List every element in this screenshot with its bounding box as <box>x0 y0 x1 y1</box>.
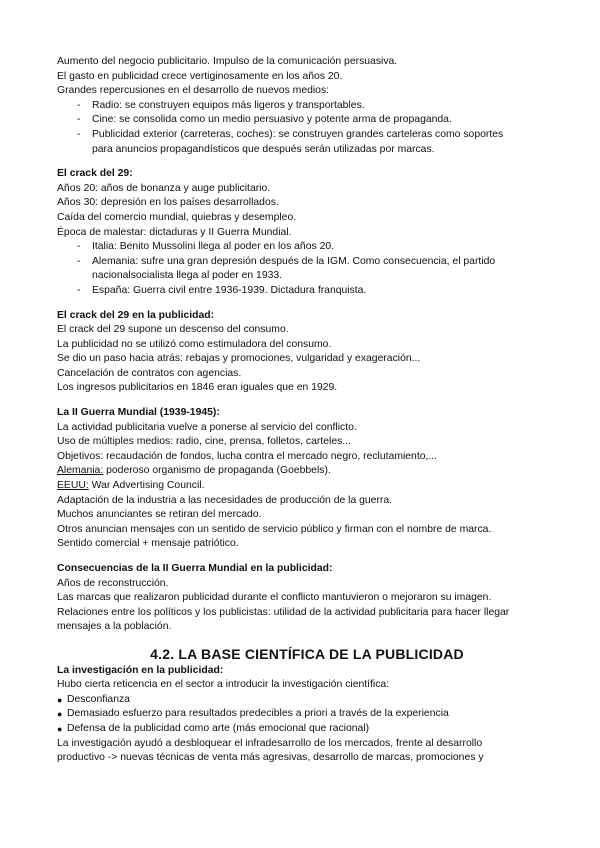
list-item <box>57 128 557 157</box>
paragraph-line <box>57 464 557 479</box>
list-item-text: Cine: se consolida como un medio persuasivo y potente arma de propaganda. <box>92 114 452 126</box>
list-item <box>57 284 557 299</box>
intro-line: Aumento del negocio publicitario. Impulso de la comunicación persuasiva. <box>57 56 398 67</box>
intro-line: Grandes repercusiones en el desarrollo de nuevos medios: <box>57 85 330 97</box>
paragraph-line: Años de reconstrucción. <box>57 577 169 589</box>
paragraph-line: Cancelación de contratos con agencias. <box>57 367 242 379</box>
list-item <box>57 113 557 128</box>
paragraph-line: Hubo cierta reticencia en el sector a introducir la investigación científica: <box>57 679 390 691</box>
paragraph-text: poderoso organismo de propaganda (Goebbels). <box>103 465 331 477</box>
section-heading: Consecuencias de la II Guerra Mundial en la publicidad: <box>57 563 333 574</box>
list-item <box>57 240 557 255</box>
list-item-text: - Publicidad exterior (carreteras, coches): se construyen grandes carteleras como soportes <box>92 128 504 140</box>
ww2-section <box>57 406 557 552</box>
paragraph-line <box>57 479 557 494</box>
paragraph-line: Uso de múltiples medios: radio, cine, prensa, folletos, carteles... <box>57 436 351 448</box>
paragraph-line: Se dio un paso hacia atrás: rebajas y promociones, vulgaridad y exageración... <box>57 353 421 365</box>
investigacion-section <box>57 664 557 766</box>
consecuencias-section <box>57 562 557 635</box>
list-item-continuation: para anuncios propagandísticos que después serán utilizadas por marcas. <box>92 143 435 155</box>
bullet-item: ● Demasiado esfuerzo para resultados predecibles a priori a través de la experiencia <box>57 707 557 722</box>
paragraph-line: Adaptación de la industria a las necesidades de producción de la guerra. <box>57 494 393 506</box>
list-item-text: España: Guerra civil entre 1936-1939. Dictadura franquista. <box>92 284 367 296</box>
list-item-continuation: nacionalsocialista llega al poder en 1933. <box>92 270 283 282</box>
list-item <box>57 255 557 284</box>
paragraph-line: Relaciones entre los políticos y los publicistas: utilidad de la actividad publicitaria para hacer llegar <box>57 606 510 618</box>
bullet-item: ● Desconfianza <box>57 693 557 708</box>
paragraph-line: Los ingresos publicitarios en 1846 eran iguales que en 1929. <box>57 382 338 394</box>
section-heading: La II Guerra Mundial (1939-1945): <box>57 407 220 419</box>
list-item-text: - Alemania: sufre una gran depresión después de la IGM. Como consecuencia, el partido <box>92 255 496 267</box>
underlined-label: Alemania: <box>57 465 104 477</box>
paragraph-line: Muchos anunciantes se retiran del mercado. <box>57 509 262 521</box>
paragraph-line: Años 20: años de bonanza y auge publicitario. <box>57 182 271 194</box>
list-item-text: Italia: Benito Mussolini llega al poder en los años 20. <box>92 241 335 253</box>
paragraph-line: Años 30: depresión en los países desarrollados. <box>57 197 279 209</box>
list-item <box>57 99 557 114</box>
underlined-label: EEUU: <box>57 480 89 492</box>
paragraph-line: mensajes a la población. <box>57 621 172 633</box>
intro-section <box>57 55 557 157</box>
crack-section <box>57 167 557 298</box>
paragraph-text: War Advertising Council. <box>88 480 205 492</box>
intro-line: El gasto en publicidad crece vertiginosamente en los años 20. <box>57 70 343 82</box>
paragraph-line: La investigación ayudó a desbloquear el infradesarrollo de los mercados, frente al desarrollo <box>57 737 483 749</box>
paragraph-line: productivo -> nuevas técnicas de venta más agresivas, desarrollo de marcas, promociones y <box>57 752 484 764</box>
crack-publicidad-section <box>57 309 557 397</box>
paragraph-line: Las marcas que realizaron publicidad durante el conflicto mantuvieron o mejoraron su imagen. <box>57 592 492 604</box>
section-heading: La investigación en la publicidad: <box>57 664 224 676</box>
document-page <box>57 55 557 766</box>
paragraph-line: Sentido comercial + mensaje patriótico. <box>57 538 239 550</box>
list-item-text: Radio: se construyen equipos más ligeros y transportables. <box>92 99 365 111</box>
section-heading: El crack del 29: <box>57 168 133 180</box>
section-heading: El crack del 29 en la publicidad: <box>57 309 215 321</box>
paragraph-line: La actividad publicitaria vuelve a ponerse al servicio del conflicto. <box>57 421 357 433</box>
chapter-title: 4.2. LA BASE CIENTÍFICA DE LA PUBLICIDAD <box>150 645 464 662</box>
paragraph-line: Época de malestar: dictaduras y II Guerra Mundial. <box>57 226 292 238</box>
paragraph-line: El crack del 29 supone un descenso del consumo. <box>57 324 289 336</box>
paragraph-line: Caída del comercio mundial, quiebras y desempleo. <box>57 211 297 223</box>
paragraph-line: La publicidad no se utilizó como estimuladora del consumo. <box>57 338 332 350</box>
paragraph-line: Objetivos: recaudación de fondos, lucha contra el mercado negro, reclutamiento,... <box>57 450 438 462</box>
bullet-item: ● Defensa de la publicidad como arte (más emocional que racional) <box>57 722 557 737</box>
paragraph-line: Otros anuncian mensajes con un sentido de servicio público y firman con el nombre de marca. <box>57 523 492 535</box>
